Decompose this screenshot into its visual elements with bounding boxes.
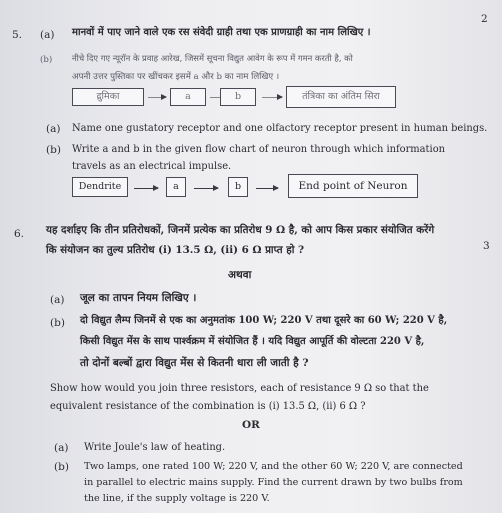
q6-or-english: OR xyxy=(242,419,260,431)
q6-english-line2: equivalent resistance of the combination is (i) 13.5 Ω, (ii) 6 Ω ? xyxy=(50,401,366,412)
q5-a-hindi-label: (a) xyxy=(40,29,55,41)
q5-b-english-label: (b) xyxy=(46,144,61,156)
marks-q5: 2 xyxy=(481,13,488,25)
flow-hindi-a-box: a xyxy=(170,88,206,106)
q6-b-english-label: (b) xyxy=(54,461,69,473)
question-6-number: 6. xyxy=(14,228,25,240)
marks-q6: 3 xyxy=(483,240,490,252)
q6-hindi-line1: यह दर्शाइए कि तीन प्रतिरोधकों, जिनमें प्रत्येक का प्रतिरोध 9 Ω है, को आप किस प्रकार संयोजित करेंगे xyxy=(46,224,435,236)
q5-b-hindi-label: (b) xyxy=(40,55,53,65)
flow-en-arrow-2 xyxy=(194,188,218,189)
q5-b-hindi-line1: नीचे दिए गए न्यूरॉन के प्रवाह आरेख, जिसमें सूचना विद्युत आवेग के रूप में गमन करती है, को xyxy=(72,53,353,63)
q5-a-english-label: (a) xyxy=(46,123,61,135)
flow-hindi-dendrite-box: द्रुमिका xyxy=(72,88,144,106)
q6-a-english: Write Joule's law of heating. xyxy=(84,442,226,453)
q6-b-hindi-line1: दो विद्युत लैम्प जिनमें से एक का अनुमतांक 100 W; 220 V तथा दूसरे का 60 W; 220 V है, xyxy=(80,315,448,326)
flow-en-a-box: a xyxy=(166,177,186,197)
q5-b-hindi-line2: अपनी उत्तर पुस्तिका पर खींचकर इसमें a और b का नाम लिखिए । xyxy=(72,72,280,82)
flow-hindi-endpoint-box: तंत्रिका का अंतिम सिरा xyxy=(286,86,396,108)
flow-en-endpoint-box: End point of Neuron xyxy=(288,174,418,198)
q6-or-hindi: अथवा xyxy=(228,269,252,281)
flow-en-arrow-1 xyxy=(134,188,158,189)
q6-b-hindi-line3: तो दोनों बल्बों द्वारा विद्युत मेंस से कितनी धारा ली जाती है ? xyxy=(80,357,309,369)
q5-b-english-line2: travels as an electrical impulse. xyxy=(72,161,232,172)
flow-hindi-b-box: b xyxy=(220,88,256,106)
q6-a-hindi: जूल का तापन नियम लिखिए । xyxy=(80,292,197,304)
flow-en-b-box: b xyxy=(228,177,248,197)
q5-b-english-line1: Write a and b in the given flow chart of neuron through which information xyxy=(72,144,445,155)
q6-english-line1: Show how would you join three resistors, each of resistance 9 Ω so that the xyxy=(50,383,429,394)
q6-a-english-label: (a) xyxy=(54,442,69,454)
question-5-number: 5. xyxy=(12,29,23,41)
q5-a-english: Name one gustatory receptor and one olfactory receptor present in human beings. xyxy=(72,123,488,134)
q5-a-hindi: मानवों में पाए जाने वाले एक रस संवेदी ग्राही तथा एक प्राणग्राही का नाम लिखिए । xyxy=(72,27,371,38)
q6-b-hindi-label: (b) xyxy=(50,317,65,329)
q6-b-english-line1: Two lamps, one rated 100 W; 220 V, and the other 60 W; 220 V, are connected xyxy=(84,461,463,472)
q6-hindi-line2: कि संयोजन का तुल्य प्रतिरोध (i) 13.5 Ω, (ii) 6 Ω प्राप्त हो ? xyxy=(46,244,304,256)
q6-b-english-line3: the line, if the supply voltage is 220 V. xyxy=(84,493,270,504)
flow-en-dendrite-box: Dendrite xyxy=(72,177,128,197)
flow-en-arrow-3 xyxy=(256,188,278,189)
flow-hindi-arrow-1 xyxy=(148,97,166,98)
flow-hindi-arrow-3 xyxy=(262,97,282,98)
q6-a-hindi-label: (a) xyxy=(50,294,65,306)
q6-b-hindi-line2: किसी विद्युत मेंस के साथ पार्श्वक्रम में संयोजित हैं । यदि विद्युत आपूर्ति की वोल्टता 220 V है, xyxy=(80,336,425,347)
q6-b-english-line2: in parallel to electric mains supply. Find the current drawn by two bulbs from xyxy=(84,477,463,488)
